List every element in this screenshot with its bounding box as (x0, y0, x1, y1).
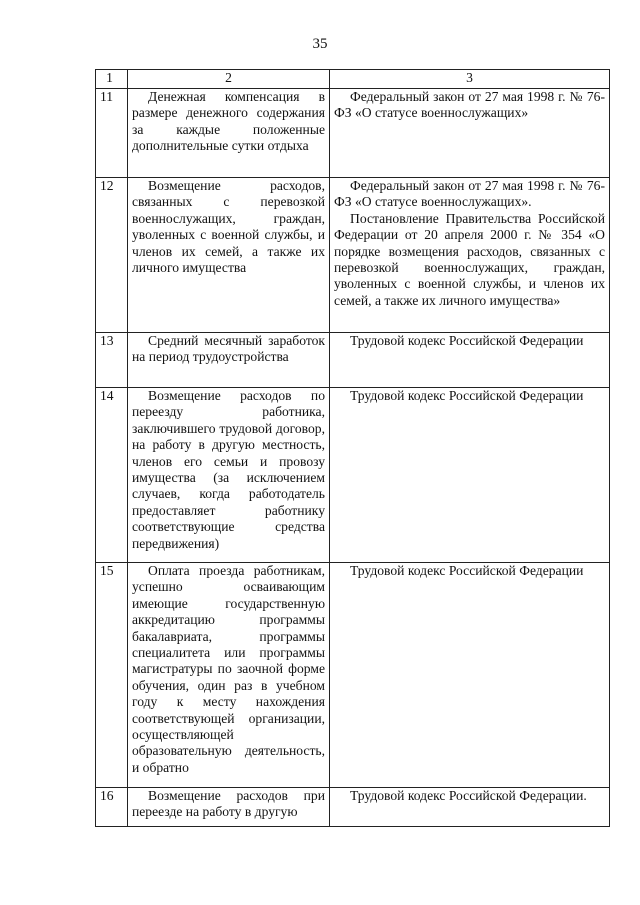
header-col-1: 1 (96, 70, 128, 89)
table-row (96, 388, 610, 563)
row-legal-basis: Федеральный закон от 27 мая 1998 г. № 76-ФЗ «О статусе военнослужащих» (330, 89, 610, 178)
table-row (96, 333, 610, 388)
table-row (96, 563, 610, 788)
row-number: 15 (96, 563, 128, 788)
row-legal-basis: Трудовой кодекс Российской Федерации (330, 563, 610, 788)
row-legal-basis: Трудовой кодекс Российской Федерации. (330, 788, 610, 827)
row-description: Возмещение расходов по переезду работника, заключившего трудовой договор, на работу в другую местность, членов его семьи и провозу имущества (за исключением случаев, когда работодатель предоставляет работнику соответствующие средства передвижения) (128, 388, 330, 563)
row-legal-basis: Федеральный закон от 27 мая 1998 г. № 76-ФЗ «О статусе военнослужащих». Постановление Правительства Российской Федерации от 20 апреля 2000 г. № 354 «О порядке возмещения расходов, связанных с перевозкой военнослужащих, граждан, уволенных с военной службы, и членов их семей, а также их личного имущества» (330, 178, 610, 333)
row-legal-basis: Трудовой кодекс Российской Федерации (330, 333, 610, 388)
payments-table (95, 69, 610, 827)
row-number: 11 (96, 89, 128, 178)
page-number: 35 (312, 36, 328, 52)
row-number: 14 (96, 388, 128, 563)
header-col-2: 2 (128, 70, 330, 89)
row-description: Средний месячный заработок на период трудоустройства (128, 333, 330, 388)
row-legal-basis: Трудовой кодекс Российской Федерации (330, 388, 610, 563)
table-row (96, 89, 610, 178)
row-number: 16 (96, 788, 128, 827)
row-description: Возмещение расходов, связанных с перевозкой военнослужащих, граждан, уволенных с военной службы, и членов их семей, а также их личного имущества (128, 178, 330, 333)
table-row (96, 178, 610, 333)
table-row (96, 788, 610, 827)
table-header-row (96, 70, 610, 89)
row-description: Возмещение расходов при переезде на работу в другую (128, 788, 330, 827)
row-number: 12 (96, 178, 128, 333)
header-col-3: 3 (330, 70, 610, 89)
row-number: 13 (96, 333, 128, 388)
row-description: Оплата проезда работникам, успешно осваивающим имеющие государственную аккредитацию программы бакалавриата, программы специалитета или программы магистратуры по заочной форме обучения, один раз в учебном году к месту нахождения соответствующей организации, осуществляющей образовательную деятельность, и обратно (128, 563, 330, 788)
row-description: Денежная компенсация в размере денежного содержания за каждые положенные дополнительные сутки отдыха (128, 89, 330, 178)
